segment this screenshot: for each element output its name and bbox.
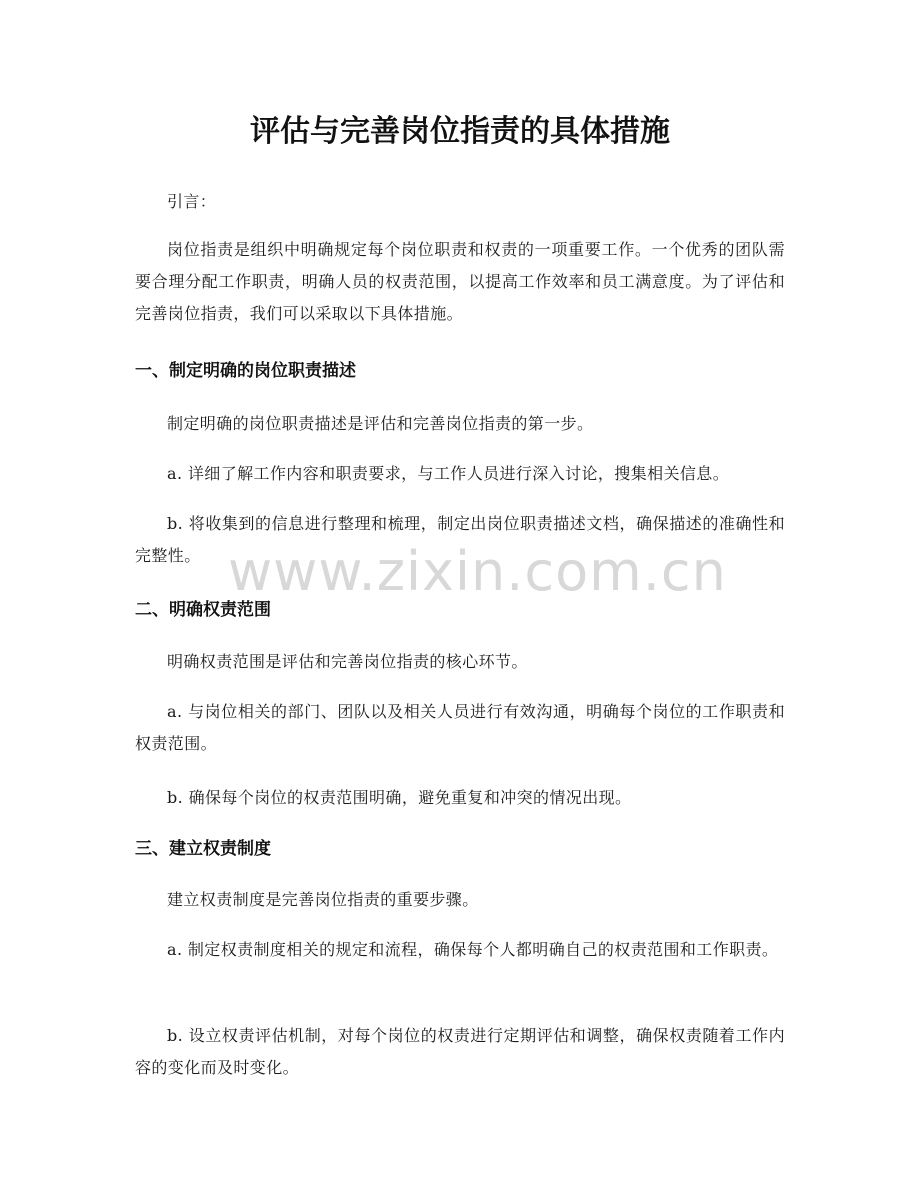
section-3-item-b: b. 设立权责评估机制，对每个岗位的权责进行定期评估和调整，确保权责随着工作内容的变化而及时变化。 xyxy=(135,1026,785,1077)
section-1-lead: 制定明确的岗位职责描述是评估和完善岗位指责的第一步。 xyxy=(167,414,594,433)
section-3-heading: 三、建立权责制度 xyxy=(135,839,271,859)
section-2-item-a: a. 与岗位相关的部门、团队以及相关人员进行有效沟通，明确每个岗位的工作职责和权责范围。 xyxy=(135,702,785,753)
section-2-lead: 明确权责范围是评估和完善岗位指责的核心环节。 xyxy=(167,652,528,671)
intro-paragraph: 岗位指责是组织中明确规定每个岗位职责和权责的一项重要工作。一个优秀的团队需要合理分配工作职责，明确人员的权责范围，以提高工作效率和员工满意度。为了评估和完善岗位指责，我们可以采取以下具体措施。 xyxy=(135,240,785,323)
section-3-item-a: a. 制定权责制度相关的规定和流程，确保每个人都明确自己的权责范围和工作职责。 xyxy=(167,940,779,959)
section-1-item-b: b. 将收集到的信息进行整理和梳理，制定出岗位职责描述文档，确保描述的准确性和完整性。 xyxy=(135,514,785,565)
section-1-heading: 一、制定明确的岗位职责描述 xyxy=(135,361,356,381)
section-2-heading: 二、明确权责范围 xyxy=(135,600,271,620)
watermark: www.zixin.com.cn xyxy=(228,540,727,603)
intro-label: 引言： xyxy=(167,192,217,211)
section-2-item-b: b. 确保每个岗位的权责范围明确，避免重复和冲突的情况出现。 xyxy=(167,788,632,807)
section-1-item-a: a. 详细了解工作内容和职责要求，与工作人员进行深入讨论，搜集相关信息。 xyxy=(167,464,730,483)
section-3-lead: 建立权责制度是完善岗位指责的重要步骤。 xyxy=(167,890,479,909)
document-title: 评估与完善岗位指责的具体措施 xyxy=(250,114,670,149)
